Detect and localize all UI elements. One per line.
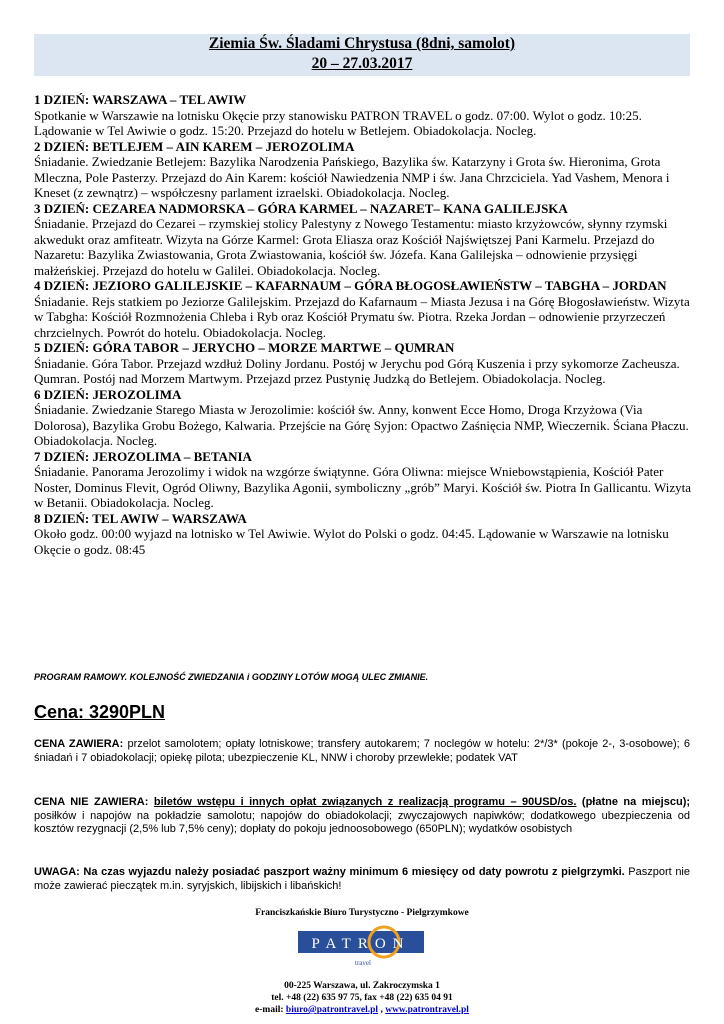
day-3-text: Śniadanie. Przejazd do Cezarei – rzymskiej stolicy Palestyny z Nowego Testamentu: miasto krzyżowców, słynny rzymski akwedukt oraz amfiteatr. Wizyta na Górze Karmel: Grota Eliasza oraz Kościół Najświętszej Pani Karmelu. Przejazd do Nazaretu: Bazylika Zwiastowania, Grota Zwiastowania, kościół św. Józefa. Kana Galilejska – odnowienie przysięgi małżeńskiej. Przejazd do hotelu w Galilei. Obiadokolacja. Nocleg. (34, 216, 668, 278)
patron-travel-logo (292, 922, 434, 972)
price-heading: Cena: 3290PLN (34, 702, 166, 722)
excludes-label: CENA NIE ZAWIERA: (34, 796, 149, 808)
logo-subtitle: travel (355, 959, 371, 967)
title-banner (34, 34, 690, 76)
day-5-heading: 5 DZIEŃ: GÓRA TABOR – JERYCHO – MORZE MARTWE – QUMRAN (34, 340, 455, 355)
day-2-heading: 2 DZIEŃ: BETLEJEM – AIN KAREM – JEROZOLIMA (34, 138, 355, 154)
day-6-heading: 6 DZIEŃ: JEROZOLIMA (34, 386, 182, 402)
price-excludes (34, 796, 690, 837)
warning-text: Paszport nie może zawierać pieczątek m.in. syryjskich, libijskich i libańskich! (34, 866, 690, 892)
program-note: PROGRAM RAMOWY. KOLEJNOŚĆ ZWIEDZANIA i GODZINY LOTÓW MOGĄ ULEC ZMIANIE. (34, 672, 429, 682)
excludes-text: posiłków i napojów na pokładzie samolotu; napojów do obiadokolacji; zwyczajowych napiwków; dodatkowego ubezpieczenia od kosztów rezygnacji (2,5% lub 7,5% ceny); dopłaty do pokoju jednoosobowego (650PLN); wydatków osobistych (34, 809, 690, 835)
logo-wordmark: PATRON (311, 936, 411, 952)
address: 00-225 Warszawa, ul. Zakroczymska 1 (284, 981, 440, 991)
day-1-text: Spotkanie w Warszawie na lotnisku Okęcie przy stanowisku PATRON TRAVEL o godz. 07:00. Wylot o godz. 10:25. Lądowanie w Tel Awiwie o godz. 15:20. Przejazd do hotelu w Betlejem. Obiadokolacja. Nocleg. (34, 107, 642, 138)
excludes-emphasis-2: (płatne na miejscu); (581, 796, 691, 808)
day-7-heading: 7 DZIEŃ: JEROZOLIMA – BETANIA (34, 448, 252, 464)
includes-label: CENA ZAWIERA: (34, 738, 124, 750)
link-separator: , (380, 1005, 383, 1015)
excludes-emphasis: biletów wstępu i innych opłat związanych z realizacją programu – 90USD/os. (153, 796, 577, 808)
day-3-heading: 3 DZIEŃ: CEZAREA NADMORSKA – GÓRA KARMEL – NAZARET– KANA GALILEJSKA (34, 200, 568, 216)
day-1-heading: 1 DZIEŃ: WARSZAWA – TEL AWIW (34, 92, 247, 107)
includes-text: przelot samolotem; opłaty lotniskowe; transfery autokarem; 7 noclegów w hotelu: 2*/3* (pokoje 2-, 3-osobowe); 6 śniadań i 7 obiadokolacji; opiekę pilota; ubezpieczenie KL, NNW i choroby przewlekłe; podatek VAT (34, 738, 690, 764)
price-includes (34, 738, 690, 765)
day-8-heading: 8 DZIEŃ: TEL AWIW – WARSZAWA (34, 510, 247, 526)
phone-fax: tel. +48 (22) 635 97 75, fax +48 (22) 635 04 91 (271, 993, 453, 1003)
day-5-text: Śniadanie. Góra Tabor. Przejazd wzdłuż Doliny Jordanu. Postój w Jerychu pod Górą Kuszenia i przy sykomorze Zacheusza. Qumran. Postój nad Morzem Martwym. Przejazd przez Pustynię Judzką do Betlejem. Obiadokolacja. Nocleg. (34, 355, 680, 386)
day-4-text: Śniadanie. Rejs statkiem po Jeziorze Galilejskim. Przejazd do Kafarnaum – Miasta Jezusa i na Górę Błogosławieństw. Wizyta w Tabgha: Kościół Rozmnożenia Chleba i Ryb oraz Kościół Prymatu św. Piotra. Rzeka Jordan – odnowienie przyrzeczeń chrzcielnych. Powrót do hotelu. Obiadokolacja. Nocleg. (34, 293, 690, 340)
email-label: e-mail: (255, 1005, 284, 1015)
email-link[interactable]: biuro@patrontravel.pl (285, 1005, 379, 1015)
trip-dates: 20 – 27.03.2017 (311, 55, 413, 72)
itinerary (34, 92, 694, 557)
day-4-heading: 4 DZIEŃ: JEZIORO GALILEJSKIE – KAFARNAUM – GÓRA BŁOGOSŁAWIEŃSTW – TABGHA – JORDAN (34, 278, 667, 293)
passport-warning (34, 866, 690, 893)
document-title: Ziemia Św. Śladami Chrystusa (8dni, samolot) (208, 35, 516, 52)
contact-links (0, 1004, 724, 1016)
day-7-text: Śniadanie. Panorama Jerozolimy i widok na wzgórze świątynne. Góra Oliwna: miejsce Wniebowstąpienia, Kościół Pater Noster, Dominus Flevit, Ogród Oliwny, Bazylika Agonii, symboliczny „grób” Maryi. Kościół św. Piotra In Gallicantu. Wizyta w Betanii. Obiadokolacja. Nocleg. (34, 464, 692, 510)
day-6-text: Śniadanie. Zwiedzanie Starego Miasta w Jerozolimie: kościół św. Anny, konwent Ecce Homo, Droga Krzyżowa (Via Dolorosa), Bazylika Grobu Bożego, Kalwaria. Przejście na Górę Syjon: Opactwo Zaśnięcia NMP, Wieczernik. Ściana Płaczu. Obiadokolacja. Nocleg. (34, 402, 689, 448)
day-2-text: Śniadanie. Zwiedzanie Betlejem: Bazylika Narodzenia Pańskiego, Bazylika św. Katarzyny i Grota św. Hieronima, Grota Mleczna, Pole Pasterzy. Przejazd do Ain Karem: kościół Nawiedzenia NMP i św. Jana Chrzciciela. Yad Vashem, Menora i Kneset (z zewnątrz) – współczesny parlament izraelski. Obiadokolacja. Nocleg. (34, 154, 670, 200)
day-8-text: Około godz. 00:00 wyjazd na lotnisko w Tel Awiwie. Wylot do Polski o godz. 04:45. Lądowanie w Warszawie na lotnisku Okęcie o godz. 08:45 (34, 526, 669, 557)
warning-bold: UWAGA: Na czas wyjazdu należy posiadać paszport ważny minimum 6 miesięcy od daty powrotu z pielgrzymki. (34, 866, 625, 878)
contact-block (0, 980, 724, 1016)
website-link[interactable]: www.patrontravel.pl (385, 1005, 469, 1015)
company-name: Franciszkańskie Biuro Turystyczno - Pielgrzymkowe (255, 908, 469, 918)
